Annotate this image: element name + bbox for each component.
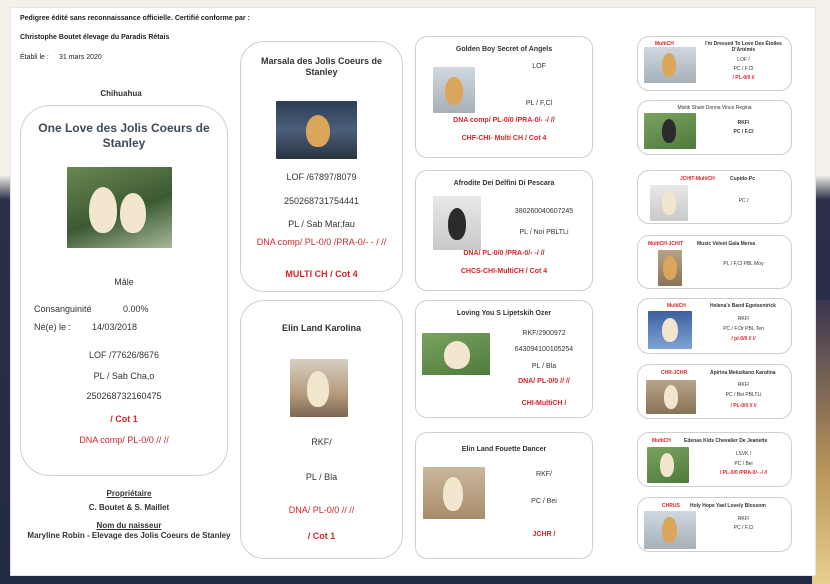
gen2-card-2 [415,170,593,291]
gen3-8-color: PC / F,Cl [733,525,754,531]
sire-name: Marsala des Jolis Coeurs de Stanley [260,56,383,78]
gen3-7-name: Edenas Kids Chevalier De Jeanette [684,438,768,444]
owner-value: C. Boutet & S. Maillet [88,503,170,512]
gen3-5-color: PC / F,Or PBL Ten [723,326,764,332]
pedigree-sheet [10,7,816,576]
dam-dna: DNA/ PL-0/0 // // [288,505,355,515]
dog-sex: Mâle [114,277,134,287]
dam-photo [290,359,348,417]
gen2-card-3 [415,300,593,418]
sire-dna: DNA comp/ PL-0/0 /PRA-0/- - / // [256,237,387,247]
gen3-2-photo [644,113,696,149]
sire-color: PL / Sab Mar,fau [288,219,355,229]
gen3-8-photo [644,511,696,549]
sire-photo [276,101,357,159]
gen3-card-7 [637,432,792,487]
gen3-4-color: PL / F,Cl PBL Moy [723,261,764,267]
gen3-4-photo [658,250,682,286]
gen2-3-registration: RKF/2900972 [522,330,566,337]
gen2-3-name: Loving You S Lipetskih Ozer [456,310,552,317]
dog-color: PL / Sab Cha,o [93,371,155,381]
gen3-6-name: Apirina Meksikano Karolina [710,370,776,376]
owner-label: Propriétaire [106,489,152,498]
gen2-1-name: Golden Boy Secret of Angels [455,46,553,53]
gen2-4-photo [423,467,485,519]
gen3-8-name: Holy Hope Yael Lovely Blossom [690,503,766,509]
gen3-7-registration: LSVK / [735,451,752,457]
gen2-4-registration: RKF/ [536,471,552,478]
gen3-6-title: CHR-JCHR [661,370,688,376]
sire-title: MULTI CH / Cot 4 [285,269,358,279]
gen2-card-4 [415,432,593,559]
dam-color: PL / Bla [305,472,338,482]
gen2-4-name: Elin Land Fouette Dancer [461,446,547,453]
gen2-2-photo [433,196,481,250]
gen3-7-color: PC / Bei [734,461,753,467]
gen3-card-8 [637,497,792,552]
gen2-4-color: PC / Bei [531,498,557,505]
gen3-8-registration: RKF/ [737,516,750,522]
gen3-5-photo [648,311,692,349]
gen3-card-4 [637,235,792,289]
gen3-1-photo [644,47,696,83]
gen3-6-registration: RKF/ [737,382,750,388]
gen2-3-photo [422,333,490,375]
dam-registration: RKF/ [311,437,332,447]
gen2-3-chip: 643094100105254 [514,346,574,353]
gen3-6-color: PC / Bei PBLTLi [725,392,762,398]
breeder-label: Nom du naisseur [96,521,162,530]
gen3-2-color: PC / F,Cl [733,129,754,135]
gen3-3-color: PC / [738,198,749,204]
gen2-2-name: Afrodite Dei Delfini Di Pescara [453,180,555,187]
sire-chip: 250268731754441 [283,196,360,206]
gen3-1-color: PC / F,Cl [733,66,754,72]
certifier: Christophe Boutet élevage du Paradis Rétais [20,34,170,41]
gen2-card-1 [415,36,593,158]
gen3-4-name: Music Velvet Gala Mersa [697,241,756,247]
gen2-1-registration: LOF [532,63,546,70]
gen2-1-photo [433,67,475,113]
established-label: Établi le : [20,54,49,61]
breed: Chihuahua [100,89,142,98]
dog-dna: DNA comp/ PL-0/0 // // [79,435,169,445]
gen3-5-dna: / pl-0/0 // // [731,336,756,342]
dam-title: / Cot 1 [307,531,336,541]
gen3-5-registration: RKF/ [737,316,750,322]
gen2-1-dna: DNA comp/ PL-0/0 /PRA-0/- -/ // [453,117,555,124]
gen3-3-photo [650,185,688,221]
consanguinity-value: 0.00% [123,304,149,314]
birth-date: 14/03/2018 [92,322,138,332]
gen3-8-title: CHRUS [662,503,680,509]
dog-name: One Love des Jolis Coeurs de Stanley [38,121,210,150]
sire-card [240,41,403,292]
gen3-card-6 [637,364,792,419]
gen2-2-chip: 380260040607245 [514,208,574,215]
gen3-2-registration: RKF/ [737,120,750,126]
consanguinity-label: Consanguinité [34,304,92,314]
certification-note: Pedigree édité sans reconnaissance officielle. Certifié conforme par : [20,15,250,22]
birth-label: Né(e) le : [34,322,72,332]
dam-name: Elin Land Karolina [281,323,361,333]
gen2-3-dna: DNA/ PL-0/0 // // [518,378,570,385]
established-date: 31 mars 2020 [59,54,102,61]
gen2-3-title: CHI-MultiCH / [521,400,567,407]
gen2-4-title: JCHR / [532,531,556,538]
subject-dog-card [20,105,228,476]
gen3-1-title: MultiCH [655,41,674,47]
gen3-3-name: Cupido-Pc [730,176,755,182]
gen3-5-name: Helena's Band Egotsentrick [710,303,776,309]
gen3-card-1 [637,36,792,91]
gen3-1-dna: / PL-0/0 // [732,75,755,81]
gen3-card-5 [637,298,792,354]
gen3-7-photo [647,447,689,483]
gen3-2-name: Mistik Shain Donna Vince Regina [677,105,752,111]
gen3-card-3 [637,170,792,224]
gen3-4-title: MultiCH-JCHIT [648,241,683,247]
gen3-6-dna: / PL-0/0 // // [730,403,757,409]
gen2-3-color: PL / Bla [531,363,557,370]
gen2-2-title: CHCS-CHI-MultiCH / Cot 4 [460,268,548,275]
gen3-1-registration: LOF / [737,57,750,63]
sire-registration: LOF /67897/8079 [286,172,357,182]
dog-chip: 250268732160475 [86,391,162,401]
dog-registration: LOF /77626/8676 [88,350,160,360]
dog-photo [67,167,172,248]
gen2-2-color: PL / Noi PBLTLi [519,229,569,236]
dam-card [240,300,403,559]
dog-title: / Cot 1 [110,414,138,424]
gen3-card-2 [637,100,792,155]
gen2-1-color: PL / F,Cl [525,100,553,107]
gen2-1-title: CHF-CHI- Multi CH / Cot 4 [461,135,547,142]
gen3-7-dna: / PL-0/0 /PRA-0/- -/ // [719,470,768,476]
gen3-5-title: MultiCH [667,303,686,309]
gen3-6-photo [646,380,696,414]
breeder-value: Maryline Robin - Elevage des Jolis Coeurs de Stanley [27,531,231,540]
gen3-1-name: I'm Dressed To Love Des Étoiles D'Artémis [705,41,782,54]
gen3-7-title: MultiCH [652,438,671,444]
gen3-3-title: JCHIT-MultiCH [680,176,715,182]
gen2-2-dna: DNA/ PL-0/0 /PRA-0/- -/ // [463,250,545,257]
